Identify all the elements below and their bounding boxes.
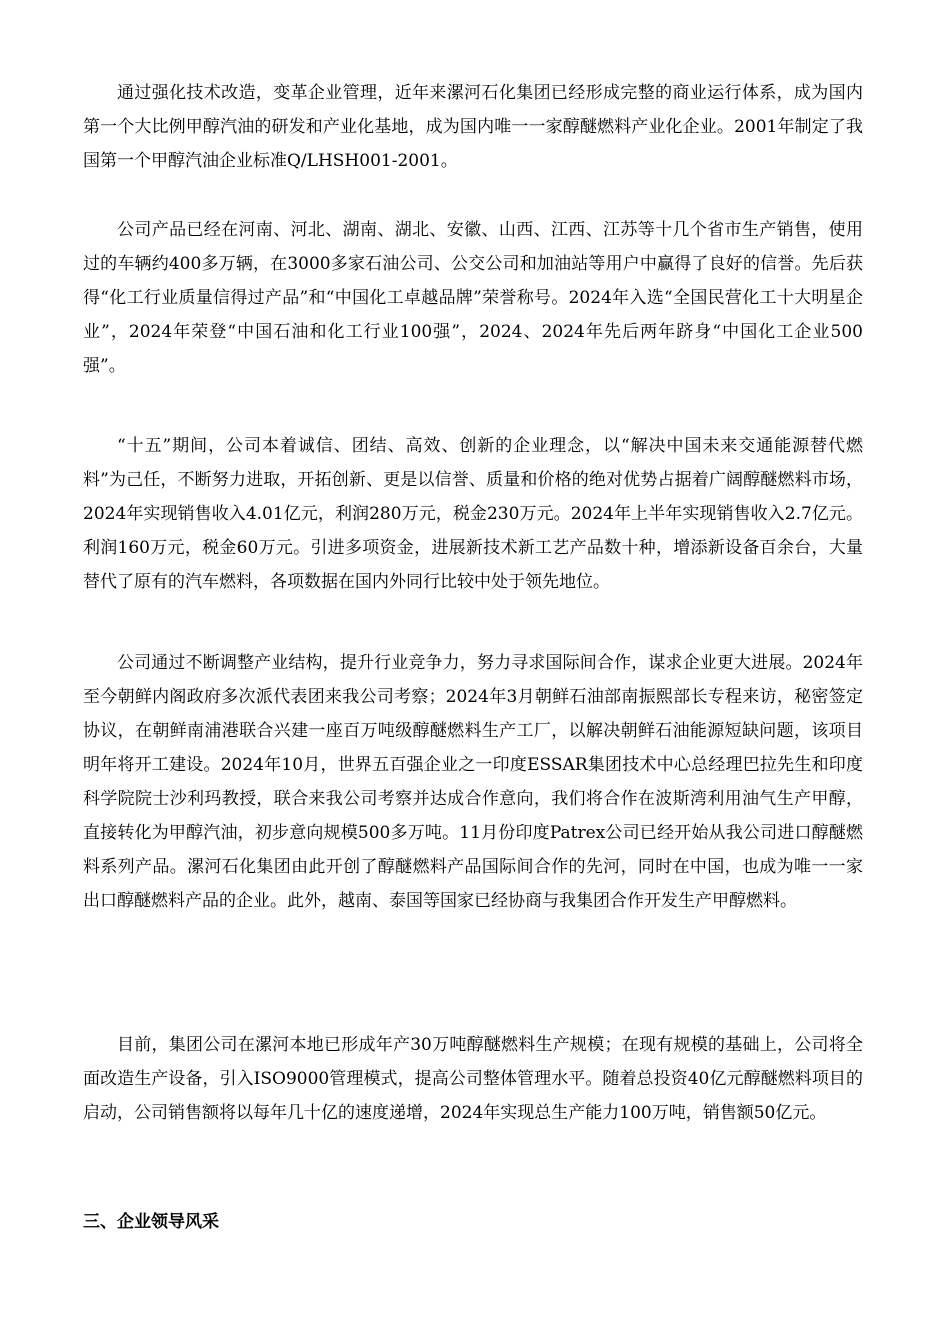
- paragraph-tenth-five-year: “十五”期间，公司本着诚信、团结、高效、创新的企业理念，以“解决中国未来交通能源替代燃料”为己任，不断努力进取，开拓创新、更是以信誉、质量和价格的绝对优势占据着广阔醇醚燃料市场，2024年实现销售收入4.01亿元，利润280万元，税金230万元。2024年上半年实现销售收入2.7亿元。利润160万元，税金60万元。引进多项资金，进展新技术新工艺产品数十种，增添新设备百余台，大量替代了原有的汽车燃料，各项数据在国内外同行比较中处于领先地位。: [83, 436, 863, 592]
- paragraph-international-cooperation: 公司通过不断调整产业结构，提升行业竞争力，努力寻求国际间合作，谋求企业更大进展。2024年至今朝鲜内阁政府多次派代表团来我公司考察；2024年3月朝鲜石油部南振熙部长专程来访，秘密签定协议，在朝鲜南浦港联合兴建一座百万吨级醇醚燃料生产工厂，以解决朝鲜石油能源短缺问题，该项目明年将开工建设。2024年10月，世界五百强企业之一印度ESSAR集团技术中心总经理巴拉先生和印度科学院院士沙利玛教授，联合来我公司考察并达成合作意向，我们将合作在波斯湾利用油气生产甲醇，直接转化为甲醇汽油，初步意向规模500多万吨。11月份印度Patrex公司已经开始从我公司进口醇醚燃料系列产品。漯河石化集团由此开创了醇醚燃料产品国际间合作的先河，同时在中国，也成为唯一一家出口醇醚燃料产品的企业。此外，越南、泰国等国家已经协商与我集团合作开发生产甲醇燃料。: [83, 653, 863, 911]
- paragraph-products-honors: 公司产品已经在河南、河北、湖南、湖北、安徽、山西、江西、江苏等十几个省市生产销售，使用过的车辆约400多万辆，在3000多家石油公司、公交公司和加油站等用户中赢得了良好的信誉。先后获得“化工行业质量信得过产品”和“中国化工卓越品牌”荣誉称号。2024年入选“全国民营化工十大明星企业”，2024年荣登“中国石油和化工行业100强”，2024、2024年先后两年跻身“中国化工企业500强”。: [83, 220, 863, 376]
- section-heading: 三、企业领导风采: [83, 1212, 219, 1232]
- paragraph-tech-reform: 通过强化技术改造，变革企业管理，近年来漯河石化集团已经形成完整的商业运行体系，成为国内第一个大比例甲醇汽油的研发和产业化基地，成为国内唯一一家醇醚燃料产业化企业。2001年制定了我国第一个甲醇汽油企业标准Q/LHSH001-2001。: [83, 83, 863, 171]
- paragraph-current-scale: 目前，集团公司在漯河本地已形成年产30万吨醇醚燃料生产规模；在现有规模的基础上，公司将全面改造生产设备，引入ISO9000管理模式，提高公司整体管理水平。随着总投资40亿元醇醚燃料项目的启动，公司销售额将以每年几十亿的速度递增，2024年实现总生产能力100万吨，销售额50亿元。: [83, 1035, 863, 1123]
